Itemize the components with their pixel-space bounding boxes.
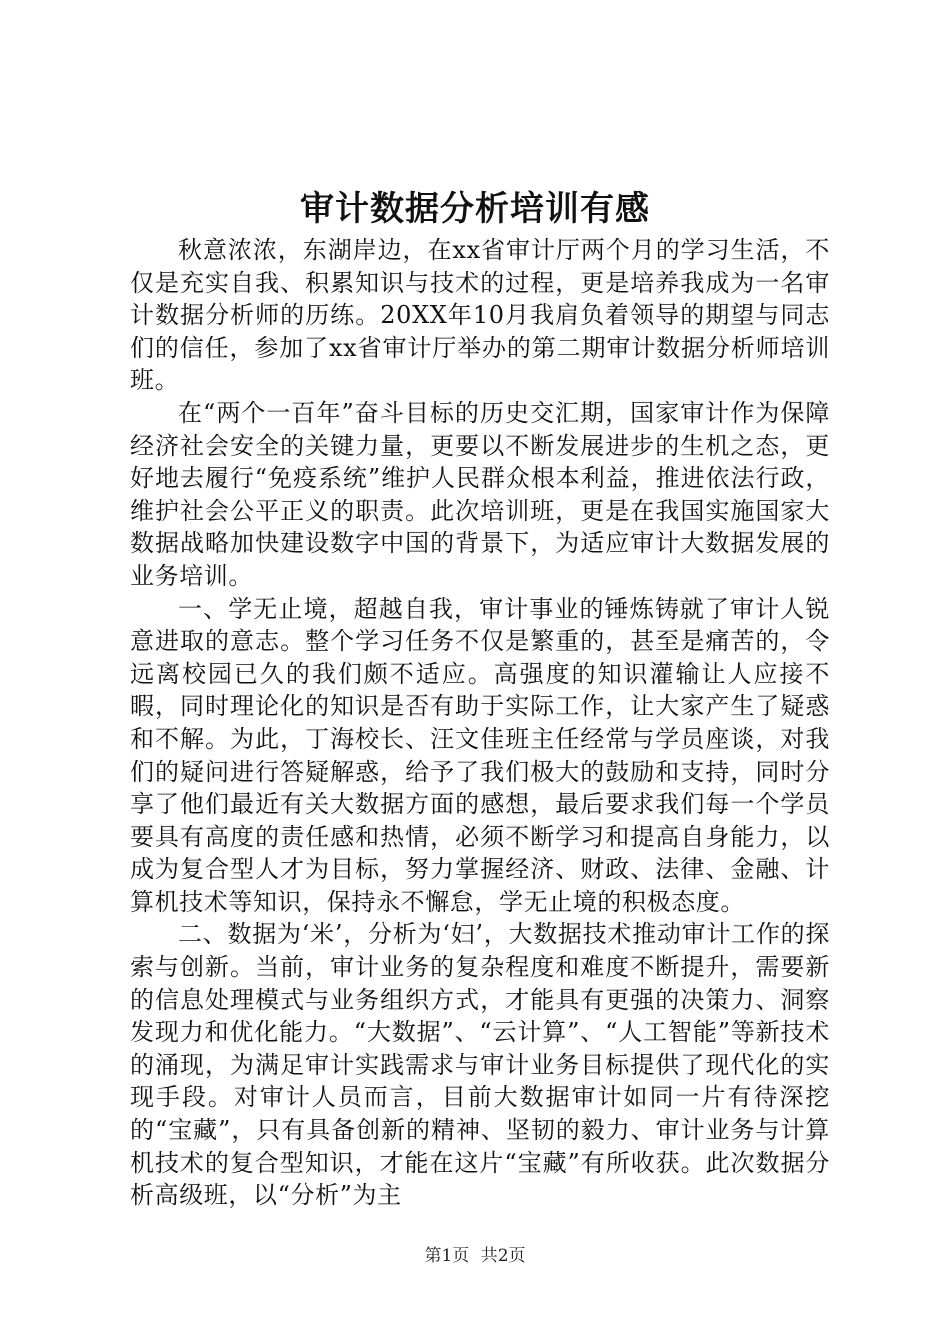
document-body <box>130 234 830 1212</box>
paragraph-section-two: 二、数据为‘米’，分析为‘妇’，大数据技术推动审计工作的探索与创新。当前，审计业务的复杂程度和难度不断提升，需要新的信息处理模式与业务组织方式，才能具有更强的决策力、洞察发现力和优化能力。“大数据”、“云计算”、“人工智能”等新技术的涌现，为满足审计实践需求与审计业务目标提供了现代化的实现手段。对审计人员而言，目前大数据审计如同一片有待深挖的“宝藏”，只有具备创新的精神、坚韧的毅力、审计业务与计算机技术的复合型知识，才能在这片“宝藏”有所收获。此次数据分析高级班，以“分析”为主 <box>130 920 830 1210</box>
paragraph-intro: 秋意浓浓，东湖岸边，在xx省审计厅两个月的学习生活，不仅是充实自我、积累知识与技术的过程，更是培养我成为一名审计数据分析师的历练。20XX年10月我肩负着领导的期望与同志们的信任，参加了xx省审计厅举办的第二期审计数据分析师培训班。 <box>130 236 830 395</box>
paragraph-background: 在“两个一百年”奋斗目标的历史交汇期，国家审计作为保障经济社会安全的关键力量，更要以不断发展进步的生机之态，更好地去履行“免疫系统”维护人民群众根本利益，推进依法行政，维护社会公平正义的职责。此次培训班，更是在我国实施国家大数据战略加快建设数字中国的背景下，为适应审计大数据发展的业务培训。 <box>130 398 830 590</box>
page-total: 共2页 <box>480 1246 526 1266</box>
page-number: 第1页 <box>424 1246 470 1266</box>
document-title: 审计数据分析培训有感 <box>300 189 650 229</box>
paragraph-section-one: 一、学无止境，超越自我，审计事业的锤炼铸就了审计人锐意进取的意志。整个学习任务不仅是繁重的，甚至是痛苦的，令远离校园已久的我们颇不适应。高强度的知识灌输让人应接不暇，同时理论化的知识是否有助于实际工作，让大家产生了疑惑和不解。为此，丁海校长、汪文佳班主任经常与学员座谈，对我们的疑问进行答疑解惑，给予了我们极大的鼓励和支持，同时分享了他们最近有关大数据方面的感想，最后要求我们每一个学员要具有高度的责任感和热情，必须不断学习和提高自身能力，以成为复合型人才为目标，努力掌握经济、财政、法律、金融、计算机技术等知识，保持永不懈怠，学无止境的积极态度。 <box>130 594 830 916</box>
page-footer <box>0 1244 950 1268</box>
